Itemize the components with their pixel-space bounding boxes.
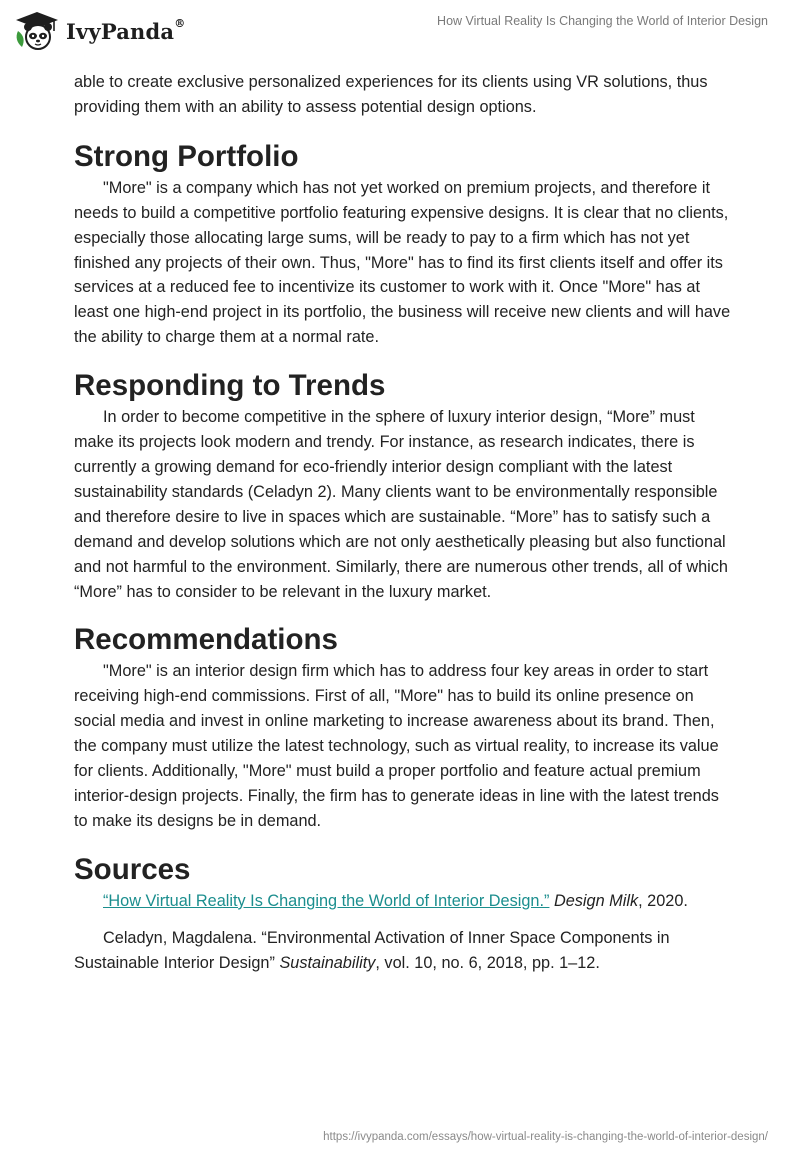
document-body [74, 70, 734, 975]
source-lead: Celadyn, Magdalena. “Environmental Activation of Inner Space Components in Sustainable Interior Design” [74, 928, 670, 972]
source-journal: Sustainability [279, 953, 376, 972]
ivypanda-logo[interactable] [14, 8, 204, 54]
source-journal: Design Milk [553, 891, 639, 910]
intro-paragraph: able to create exclusive personalized experiences for its clients using VR solutions, thus providing them with an ability to assess potential design options. [74, 73, 708, 116]
section-heading-responding-to-trends: Responding to Trends [74, 369, 386, 403]
sources-heading: Sources [74, 852, 191, 886]
source-link[interactable]: “How Virtual Reality Is Changing the World of Interior Design.” [103, 891, 550, 910]
section-paragraph-recommendations: "More" is an interior design firm which has to address four key areas in order to start receiving high-end commissions. First of all, "More" has to build its online presence on social media and invest in online marketing to increase awareness about its brand. Then, the company must utilize the latest technology, such as virtual reality, to increase its value for clients. Additionally, "More" must build a proper portfolio and feature actual premium interior-design projects. Finally, the firm has to generate ideas in line with the latest trends to make its designs be in demand. [74, 662, 719, 830]
source-tail: , vol. 10, no. 6, 2018, pp. 1–12. [375, 953, 600, 972]
page-header [0, 0, 800, 60]
section-paragraph-strong-portfolio: "More" is a company which has not yet worked on premium projects, and therefore it needs to build a competitive portfolio featuring expensive designs. It is clear that no clients, especially those allocating large sums, will be ready to pay to a firm which has not yet finished any projects of their own. Thus, "More" has to find its first clients itself and offer its services at a reduced fee to incentivize its customer to work with it. Once "More" has at least one high-end project in its portfolio, the business will receive new clients and will have the ability to charge them at a normal rate. [74, 178, 731, 347]
source-tail: , 2020. [638, 891, 688, 910]
document-title: How Virtual Reality Is Changing the World of Interior Design [437, 14, 768, 28]
footer-url: https://ivypanda.com/essays/how-virtual-reality-is-changing-the-world-of-interior-design/ [323, 1131, 768, 1143]
source-item [74, 889, 734, 914]
logo-text: IvyPanda® [66, 16, 186, 44]
panda-graduate-icon [14, 9, 60, 53]
source-item [74, 926, 734, 976]
section-heading-recommendations: Recommendations [74, 623, 338, 657]
section-paragraph-responding-to-trends: In order to become competitive in the sphere of luxury interior design, “More” must make its projects look modern and trendy. For instance, as research indicates, there is currently a growing demand for eco-friendly interior design compliant with the latest sustainability standards (Celadyn 2). Many clients want to be environmentally responsible and therefore desire to live in spaces which are sustainable. “More” has to satisfy such a demand and develop solutions which are not only aesthetically pleasing but also functional and not harmful to the environment. Similarly, there are numerous other trends, all of which “More” has to consider to be relevant in the luxury market. [74, 408, 728, 601]
section-heading-strong-portfolio: Strong Portfolio [74, 139, 299, 173]
